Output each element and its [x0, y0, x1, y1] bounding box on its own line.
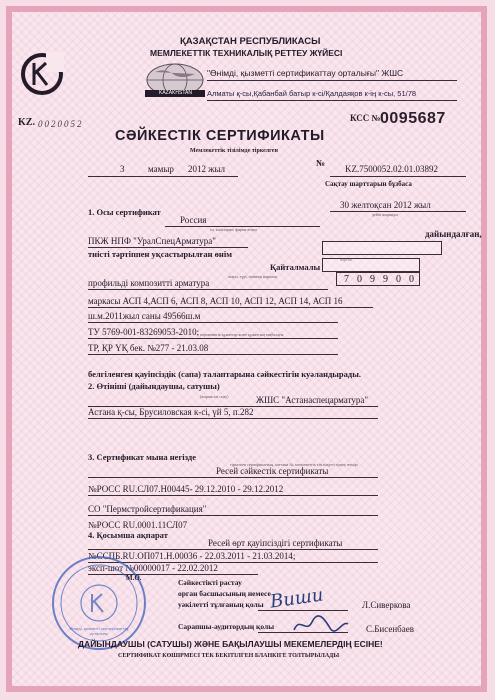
- section1-end: белгіленген қауіпсіздік (сапа) талаптарына сәйкестігін куәландырады.: [88, 369, 361, 379]
- section4-label: 4. Қосымша ақпарат: [88, 530, 168, 540]
- section2-applicant: ЖШС "Астанаспецарматура": [256, 395, 369, 405]
- head-title-3: уәкілетті тұлғаның қолы: [178, 600, 264, 609]
- reg-no-label: №: [316, 158, 326, 168]
- kss-label: КСС №: [350, 113, 381, 123]
- stamp-text: Өнімді, қызметті сертификаттау орталығы: [69, 626, 129, 636]
- kz-logo: [20, 52, 64, 96]
- round-stamp: [50, 554, 148, 652]
- kss-number: 0095687: [380, 110, 446, 127]
- header-center: "Өнімді, қызметті сертификаттау орталығы" ЖШС: [207, 68, 404, 78]
- section3-issuer: СО "Пермстройсертификация": [88, 504, 207, 514]
- section2-note: (жарамсыз сызу): [200, 394, 229, 399]
- code-cell: 9: [383, 274, 388, 285]
- section1-qty: ш.м.2011жыл саны 49566ш.м: [88, 311, 201, 321]
- section1-country: Россия: [180, 215, 207, 225]
- head-title-2: орган басшысының немесе: [178, 589, 271, 598]
- certificate-title: СӘЙКЕСТІК СЕРТИФИКАТЫ: [115, 128, 325, 144]
- section1-manufactured: дайындалған,: [425, 229, 482, 239]
- section3-label: 3. Сертификат мына негізде: [88, 452, 197, 462]
- code-cell: 0: [409, 274, 414, 285]
- head-signature: Виши: [268, 584, 325, 613]
- expert-title: Сарапшы-аудитордың қолы: [178, 622, 275, 631]
- section4-expert: эксп-шот №00000017 - 22.02.2012: [88, 563, 218, 573]
- section1-batch-label: партия: [340, 257, 352, 262]
- section1-repeat-label: Қайталмалы: [270, 262, 321, 272]
- footer-line1: ДАЙЫНДАУШЫ (САТУШЫ) ЖӘНЕ БАҚЫЛАУШЫ МЕКЕМЕЛЕРДІҢ ЕСІНЕ!: [78, 639, 383, 649]
- valid-until: 30 желтоқсан 2012 жыл: [340, 200, 431, 210]
- section3-basis-note: тіркелген сертификаттың, хаттама №, мемлекеттік тізілімдегі тіркеу нөмірі: [230, 462, 358, 467]
- section4-fire-no: №ССПБ.RU.ОП071.Н.00036 - 22.03.2011 - 21.03.2014;: [88, 551, 296, 561]
- section4-mp: М.О.: [126, 574, 142, 582]
- section1-product-note: атауы, түрі, өнімнің маркасы: [228, 274, 278, 279]
- section1-marks: маркасы АСП 4,АСП 6, АСП 8, АСП 10, АСП 12, АСП 14, АСП 16: [88, 296, 343, 306]
- code-cell: 9: [370, 274, 375, 285]
- section1-product: профильді композитті арматура: [88, 278, 210, 288]
- reg-number: KZ.7500052.02.01.03892: [345, 164, 438, 174]
- section1-maker: ПКЖ НПФ "УралСпецАрматура": [88, 236, 216, 246]
- header-address: Алматы қ-сы,Қабанбай батыр к-сі/Қалдаяқов к-ің к-сы, 51/78: [207, 89, 417, 98]
- section3-cert-no2: №РОСС RU.0001.11СЛ07: [88, 520, 188, 530]
- footer-line2: СЕРТИФИКАТ КӨШІРМЕСІ ТЕК БЕКІТІЛГЕН БЛАНКІГЕ ТОЛТЫРЫЛАДЫ: [118, 653, 340, 659]
- code-cell: 7: [344, 274, 349, 285]
- reg-day: 3: [120, 164, 125, 174]
- section2-label: 2. Өтініші (дайындаушы, сатушы): [88, 381, 220, 391]
- globe-emblem: [145, 62, 205, 98]
- section1-gost-note: нормативтік құжаттар және құжаттың таңбалауы: [200, 332, 284, 337]
- head-title-1: Сәйкестікті растау: [178, 578, 242, 587]
- kz-series-label: KZ.: [18, 117, 35, 128]
- section2-address: Астана қ-сы, Брусиловская к-сі, үй 5, п.282: [88, 407, 254, 417]
- reg-year: 2012 жыл: [188, 164, 226, 174]
- valid-until-note: дейін жарамды: [372, 212, 398, 217]
- header-committee: МЕМЛЕКЕТТІК ТЕХНИКАЛЫҚ РЕТТЕУ ЖҮЙЕСІ: [150, 48, 343, 58]
- section1-tnved: ТР, ҚР ҮҚ бек. №277 - 21.03.08: [88, 343, 209, 353]
- section1-label: 1. Осы сертификат: [88, 207, 161, 217]
- header-country: ҚАЗАҚСТАН РЕСПУБЛИКАСЫ: [180, 36, 321, 47]
- certificate-subtitle: Мемлекеттік тізілімде тіркелген: [190, 148, 278, 154]
- section3-basis: Ресей сәйкестік сертификаты: [216, 466, 329, 476]
- globe-text: KAZAKHSTAN: [159, 90, 192, 96]
- code-cell: 0: [357, 274, 362, 285]
- kz-series-number: 0020052: [38, 119, 84, 129]
- section1-serial-label: тиісті тәртіппен уқсастырылған өнім: [88, 249, 232, 259]
- section1-country-note: ел, кәсіпорын, фирма атауы: [210, 227, 258, 232]
- section3-cert-no: №РОСС RU.СЛ07.Н00445- 29.12.2010 - 29.12.2012: [88, 484, 284, 494]
- expert-name: С.Бисенбаев: [366, 624, 414, 634]
- valid-label: Сақтау шарттарын бұзбаса: [325, 180, 412, 188]
- section4-fire: Ресей өрт қауіпсіздігі сертификаты: [208, 538, 343, 548]
- section1-gost: ТУ 5769-001-83269053-2010;: [88, 327, 200, 337]
- reg-month: мамыр: [148, 164, 174, 174]
- code-cell: 0: [396, 274, 401, 285]
- head-name: Л.Сиверкова: [362, 600, 411, 610]
